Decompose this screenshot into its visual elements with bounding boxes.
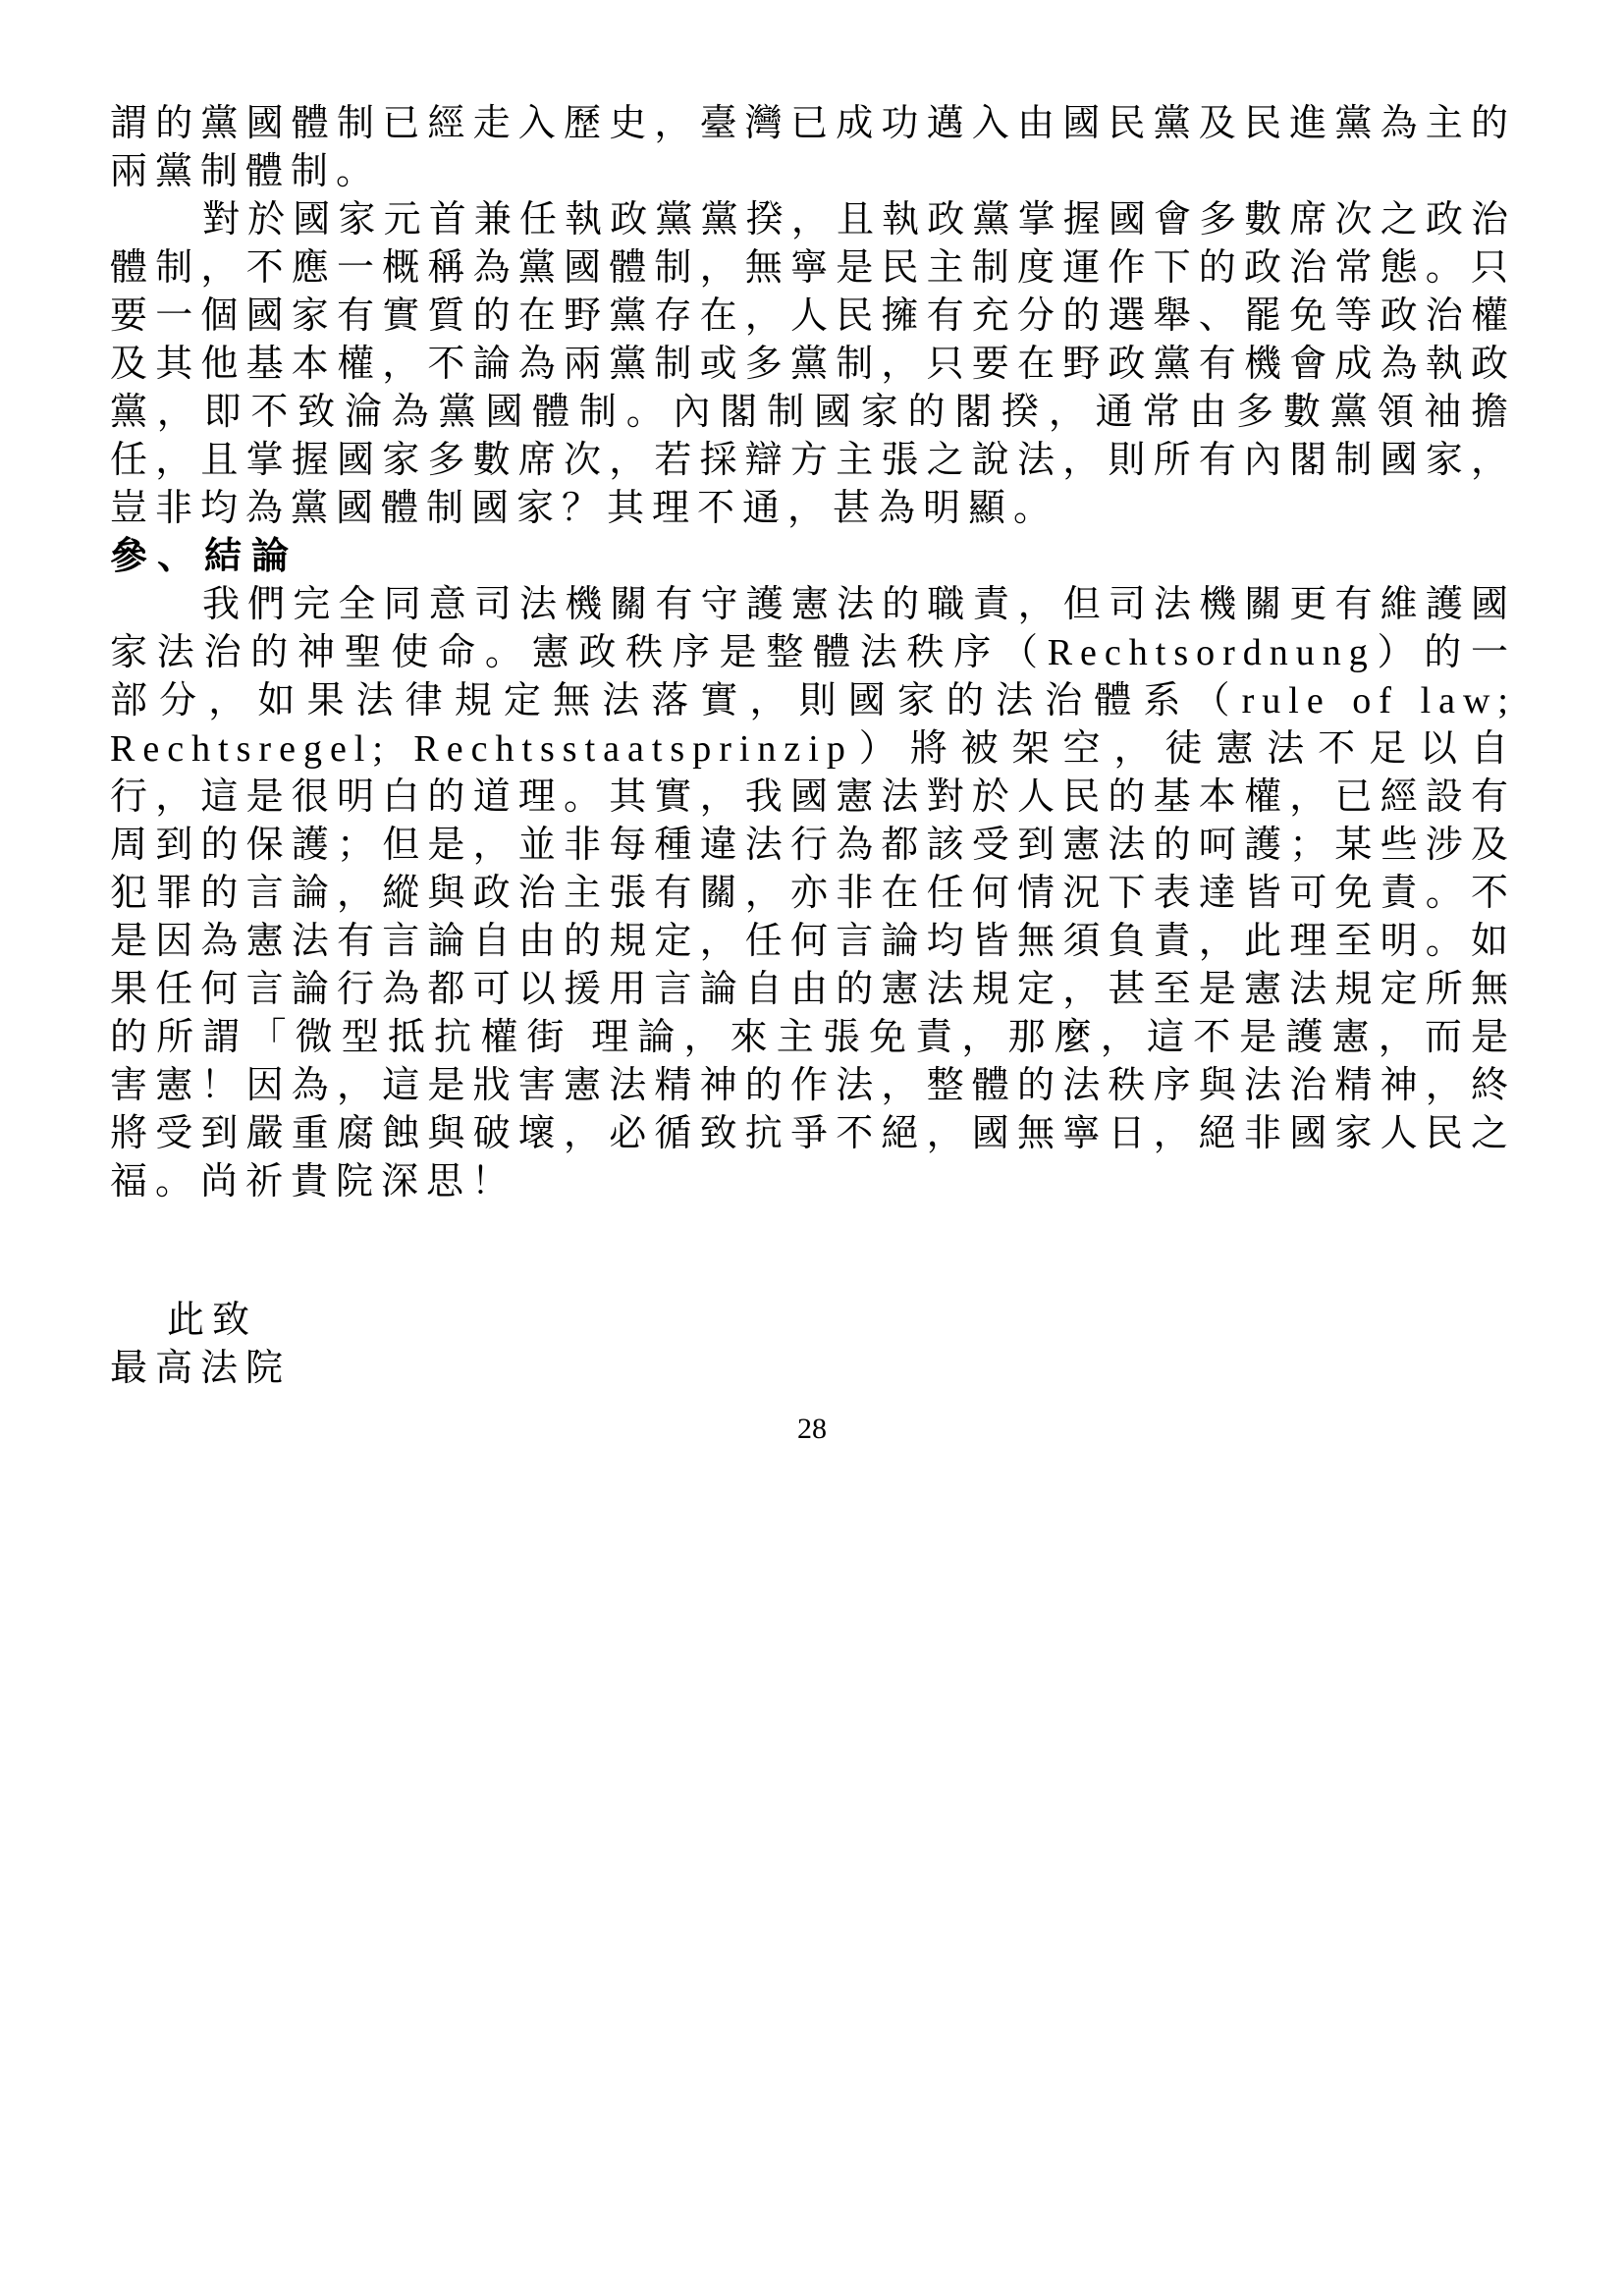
closing-addressee: 最高法院	[110, 1348, 292, 1389]
paragraph-continuation: 謂的黨國體制已經走入歷史，臺灣已成功邁入由國民黨及民進黨為主的兩黨制體制。	[110, 103, 1516, 192]
paragraph-conclusion: 我們完全同意司法機關有守護憲法的職責，但司法機關更有維護國家法治的神聖使命。憲政秩序是整體法秩序（Rechtsordnung）的一部分，如果法律規定無法落實，則國家的法治體系（rule of law; Rechtsregel; Rechtsstaatsprinzip）將被架空，徒憲法不足以自行，這是很明白的道理。其實，我國憲法對於人民的基本權，已經設有周到的保護；但是，並非每種違法行為都該受到憲法的呵護；某些涉及犯罪的言論，縱與政治主張有關，亦非在任何情況下表達皆可免責。不是因為憲法有言論自由的規定，任何言論均皆無須負責，此理至明。如果任何言論行為都可以援用言論自由的憲法規定，甚至是憲法規定所無的所謂「微型抵抗權街 理論，來主張免責，那麼，這不是護憲，而是害憲！因為，這是戕害憲法精神的作法，整體的法秩序與法治精神，終將受到嚴重腐蝕與破壞，必循致抗爭不絕，國無寧日，絕非國家人民之福。尚祈貴院深思！	[110, 584, 1516, 1202]
closing-salutation: 此致	[167, 1300, 258, 1341]
section-heading-conclusion: 參、結論	[110, 536, 299, 577]
closing-block	[110, 1297, 1516, 1393]
paragraph-party-system: 對於國家元首兼任執政黨黨揆，且執政黨掌握國會多數席次之政治體制，不應一概稱為黨國體制，無寧是民主制度運作下的政治常態。只要一個國家有實質的在野黨存在，人民擁有充分的選舉、罷免等政治權及其他基本權，不論為兩黨制或多黨制，只要在野政黨有機會成為執政黨，即不致淪為黨國體制。內閣制國家的閣揆，通常由多數黨領袖擔任，且掌握國家多數席次，若採辯方主張之說法，則所有內閣制國家，豈非均為黨國體制國家？其理不通，甚為明顯。	[110, 199, 1516, 529]
page-number: 28	[797, 1413, 827, 1445]
page-footer	[0, 1412, 1624, 1447]
document-body	[110, 100, 1516, 1393]
